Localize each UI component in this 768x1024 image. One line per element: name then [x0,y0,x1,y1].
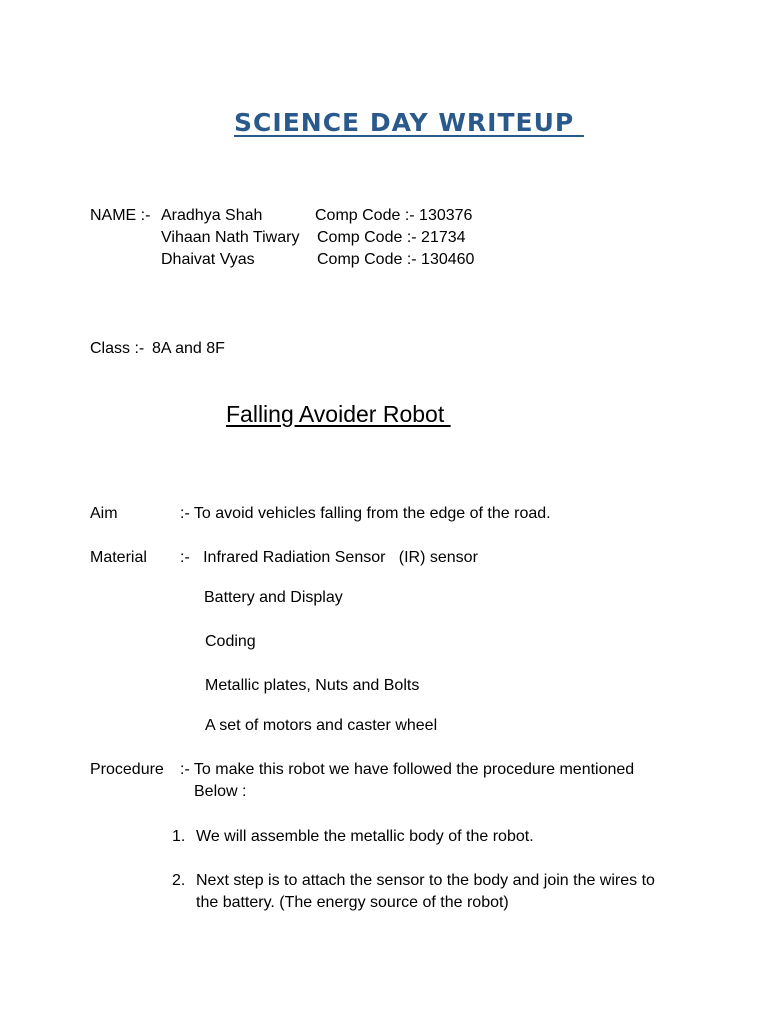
step-text: the battery. (The energy source of the robot) [196,894,509,911]
student-name: Vihaan Nath Tiwary [161,229,300,246]
name-label: NAME :- [90,207,151,224]
student-name: Dhaivat Vyas [161,251,255,268]
step-number: 2. [172,872,186,889]
procedure-label: Procedure [90,761,164,778]
student-name: Aradhya Shah [161,207,263,224]
material-item: Metallic plates, Nuts and Bolts [205,677,420,694]
class-label: Class :- [90,340,145,357]
material-item: A set of motors and caster wheel [205,717,438,734]
procedure-intro: :- To make this robot we have followed the procedure mentioned [180,761,635,778]
material-item: Coding [205,633,256,650]
aim-text: :- To avoid vehicles falling from the edge of the road. [180,505,551,522]
aim-label: Aim [90,505,118,522]
document-title: SCIENCE DAY WRITEUP [234,108,584,137]
student-comp-code: Comp Code :- 130460 [317,251,475,268]
student-comp-code: Comp Code :- 21734 [317,229,466,246]
step-number: 1. [172,828,186,845]
class-value: 8A and 8F [152,340,225,357]
step-text: Next step is to attach the sensor to the body and join the wires to [196,872,655,889]
project-title: Falling Avoider Robot [226,401,451,427]
material-item: Battery and Display [204,589,343,606]
material-item: :- Infrared Radiation Sensor (IR) sensor [180,549,478,566]
step-text: We will assemble the metallic body of the robot. [196,828,534,845]
material-label: Material [90,549,147,566]
student-comp-code: Comp Code :- 130376 [315,207,473,224]
procedure-intro: Below : [194,783,247,800]
